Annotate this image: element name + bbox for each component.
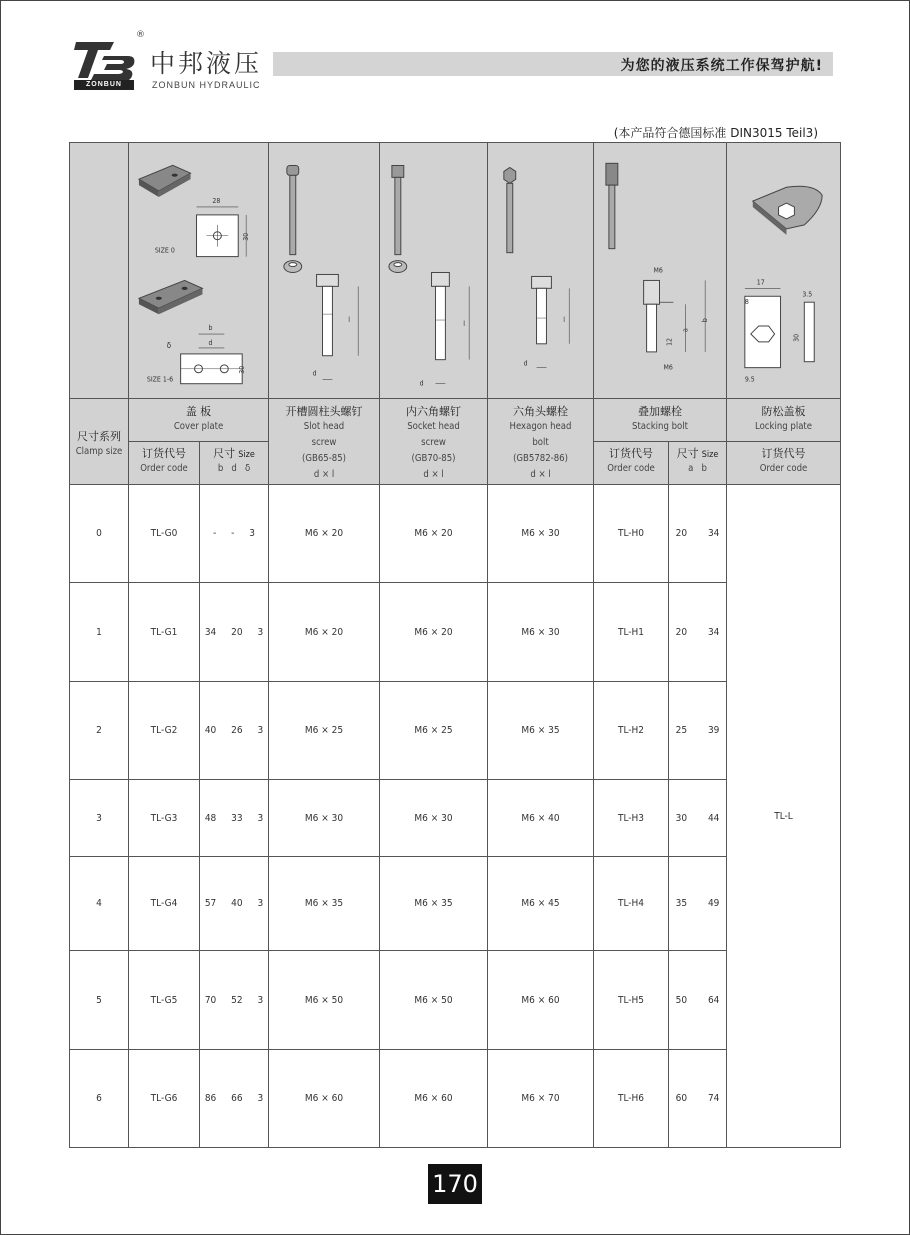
stack-size-cols: a b [688, 463, 707, 474]
hex-bolt-cell: M6 × 35 [488, 682, 594, 780]
clamp-size-cell: 5 [70, 951, 129, 1050]
locking-plate-header [727, 399, 841, 442]
stack-code-cell: TL-H0 [594, 485, 669, 583]
hex-bolt-cell: M6 × 70 [488, 1050, 594, 1148]
socket-screw-unit: d × l [423, 469, 444, 480]
slot-screw-header [269, 399, 380, 485]
stack-size-cell: 20 34 [669, 485, 727, 583]
slot-screw-cell: M6 × 50 [269, 951, 380, 1050]
stack-order-header [594, 442, 669, 485]
dim-l-socket: l [463, 319, 465, 328]
socket-screw-en1: Socket head [407, 421, 460, 432]
cover-plate-drawing [129, 143, 269, 399]
dim-d-slot: d [312, 369, 317, 378]
dim-9-5: 9.5 [744, 375, 755, 384]
socket-screw-cell: M6 × 30 [380, 780, 488, 857]
table-row [70, 780, 841, 857]
dim-l: l [348, 316, 351, 325]
stack-size-cell: 25 39 [669, 682, 727, 780]
locking-plate-drawing [727, 143, 841, 399]
stack-size-cell: 60 74 [669, 1050, 727, 1148]
dim-d: d [208, 338, 213, 347]
slot-screw-unit: d × l [313, 469, 335, 480]
stack-code-cell: TL-H3 [594, 780, 669, 857]
stack-size-header [669, 442, 727, 485]
locking-code-cell: TL-L [727, 485, 841, 1148]
brand-name-cn: 中邦液压 [150, 49, 263, 78]
page-number: 170 [428, 1164, 482, 1204]
clamp-size-cell: 6 [70, 1050, 129, 1148]
cover-code-cell: TL-G0 [129, 485, 200, 583]
dim-8: 8 [744, 298, 749, 307]
locking-order-cn: 订货代号 [761, 447, 806, 460]
cover-plate-cn: 盖 板 [185, 405, 212, 418]
cover-code-cell: TL-G5 [129, 951, 200, 1050]
cover-size-cell: 86 66 3 [200, 1050, 269, 1148]
cover-size-en: Size [238, 450, 255, 460]
stack-size-cn: 尺寸 [676, 447, 699, 460]
socket-screw-cn: 内六角螺钉 [406, 405, 462, 418]
registered-mark: ® [136, 30, 145, 40]
socket-screw-en2: screw [421, 437, 446, 448]
stacking-bolt-header [594, 399, 727, 442]
clamp-size-en: Clamp size [75, 445, 123, 457]
table-row [70, 857, 841, 951]
cover-size-cell: - - 3 [200, 485, 269, 583]
blank-image-cell [70, 143, 129, 399]
socket-screw-cell: M6 × 20 [380, 485, 488, 583]
slot-screw-cell: M6 × 60 [269, 1050, 380, 1148]
stack-code-cell: TL-H4 [594, 857, 669, 951]
slot-screw-cell: M6 × 35 [269, 857, 380, 951]
cover-code-cell: TL-G4 [129, 857, 200, 951]
stack-order-cn: 订货代号 [609, 447, 654, 460]
dim-d-hex: d [523, 359, 528, 368]
stack-code-cell: TL-H6 [594, 1050, 669, 1148]
slot-screw-std: (GB65-85) [302, 453, 347, 464]
cover-size-cell: 57 40 3 [200, 857, 269, 951]
socket-screw-cell: M6 × 60 [380, 1050, 488, 1148]
cover-plate-en: Cover plate [173, 421, 224, 432]
stack-code-cell: TL-H5 [594, 951, 669, 1050]
slot-screw-cell: M6 × 30 [269, 780, 380, 857]
logo-wordmark: ZONBUN [74, 80, 134, 90]
table-row [70, 1050, 841, 1148]
cover-size-cols: b d δ [217, 463, 251, 474]
hex-bolt-en1: Hexagon head [509, 421, 572, 432]
hex-bolt-en2: bolt [532, 437, 549, 448]
cover-size-cell: 70 52 3 [200, 951, 269, 1050]
cover-size-cell: 48 33 3 [200, 780, 269, 857]
slot-screw-drawing [269, 143, 380, 399]
hex-bolt-drawing [488, 143, 594, 399]
dim-l-hex: l [563, 316, 566, 325]
dim-28: 28 [212, 196, 221, 205]
stack-size-en: Size [701, 450, 719, 460]
stack-size-cell: 20 34 [669, 583, 727, 682]
dim-30-b: 30 [238, 365, 247, 374]
socket-screw-cell: M6 × 20 [380, 583, 488, 682]
clamp-size-cell: 1 [70, 583, 129, 682]
dim-30: 30 [242, 232, 251, 241]
dim-M6-top: M6 [653, 266, 663, 275]
standard-note: (本产品符合德国标准 DIN3015 Teil3) [613, 126, 818, 140]
cover-code-cell: TL-G3 [129, 780, 200, 857]
clamp-size-cn: 尺寸系列 [77, 429, 121, 443]
socket-screw-drawing [380, 143, 488, 399]
slot-screw-en2: screw [311, 437, 337, 448]
socket-screw-cell: M6 × 50 [380, 951, 488, 1050]
table-row [70, 485, 841, 583]
hex-bolt-unit: d × l [530, 469, 551, 480]
hex-bolt-cn: 六角头螺栓 [513, 405, 569, 418]
cover-size-cn: 尺寸 [213, 447, 236, 460]
table-row [70, 951, 841, 1050]
clamp-size-header [70, 399, 129, 485]
label-size0: SIZE 0 [154, 246, 175, 255]
label-size1-6: SIZE 1-6 [146, 375, 174, 384]
dim-17: 17 [756, 278, 765, 287]
cover-order-cn: 订货代号 [142, 447, 186, 460]
hex-bolt-header [488, 399, 594, 485]
brand-logo [74, 30, 274, 92]
cover-order-en: Order code [140, 463, 188, 474]
dim-b-stack: b [701, 318, 710, 323]
table-row [70, 583, 841, 682]
stacking-bolt-en: Stacking bolt [632, 421, 688, 432]
stack-size-cell: 35 49 [669, 857, 727, 951]
slot-screw-cell: M6 × 20 [269, 485, 380, 583]
hex-bolt-cell: M6 × 60 [488, 951, 594, 1050]
dim-M6-bottom: M6 [663, 363, 673, 372]
brand-name-en: ZONBUN HYDRAULIC [152, 80, 261, 90]
dim-12: 12 [665, 337, 674, 346]
dim-d-socket: d [419, 379, 424, 388]
cover-size-cell: 34 20 3 [200, 583, 269, 682]
cover-code-cell: TL-G1 [129, 583, 200, 682]
zonbun-logo-mark [74, 38, 136, 82]
cover-code-cell: TL-G2 [129, 682, 200, 780]
header-banner [273, 52, 833, 76]
stack-size-cell: 50 64 [669, 951, 727, 1050]
slot-screw-cell: M6 × 25 [269, 682, 380, 780]
dim-3-5: 3.5 [802, 290, 813, 299]
hex-bolt-std: (GB5782-86) [513, 453, 568, 464]
slot-screw-cn: 开槽圆柱头螺钉 [285, 405, 363, 418]
slot-screw-en1: Slot head [303, 421, 345, 432]
hex-bolt-cell: M6 × 45 [488, 857, 594, 951]
clamp-size-cell: 4 [70, 857, 129, 951]
clamp-size-cell: 0 [70, 485, 129, 583]
clamp-size-cell: 3 [70, 780, 129, 857]
stack-code-cell: TL-H2 [594, 682, 669, 780]
clamp-size-cell: 2 [70, 682, 129, 780]
cover-size-cell: 40 26 3 [200, 682, 269, 780]
stacking-bolt-drawing [594, 143, 727, 399]
cover-size-header [200, 442, 269, 485]
stack-order-en: Order code [607, 463, 655, 474]
table-row [70, 682, 841, 780]
cover-code-cell: TL-G6 [129, 1050, 200, 1148]
socket-screw-header [380, 399, 488, 485]
socket-screw-cell: M6 × 35 [380, 857, 488, 951]
dim-delta: δ [166, 340, 172, 350]
locking-order-en: Order code [759, 463, 808, 474]
socket-screw-cell: M6 × 25 [380, 682, 488, 780]
socket-screw-std: (GB70-85) [411, 453, 456, 464]
dim-30-lock: 30 [792, 333, 801, 342]
locking-plate-cn: 防松盖板 [761, 405, 806, 418]
spec-table [69, 142, 841, 1148]
cover-plate-header [129, 399, 269, 442]
slogan: 为您的液压系统工作保驾护航! [620, 58, 823, 74]
cover-order-header [129, 442, 200, 485]
locking-plate-en: Locking plate [754, 421, 813, 432]
locking-order-header [727, 442, 841, 485]
hex-bolt-cell: M6 × 40 [488, 780, 594, 857]
stacking-bolt-cn: 叠加螺栓 [638, 405, 683, 418]
hex-bolt-cell: M6 × 30 [488, 583, 594, 682]
dim-b: b [208, 324, 213, 333]
dim-a: a [681, 328, 690, 333]
stack-code-cell: TL-H1 [594, 583, 669, 682]
stack-size-cell: 30 44 [669, 780, 727, 857]
hex-bolt-cell: M6 × 30 [488, 485, 594, 583]
slot-screw-cell: M6 × 20 [269, 583, 380, 682]
